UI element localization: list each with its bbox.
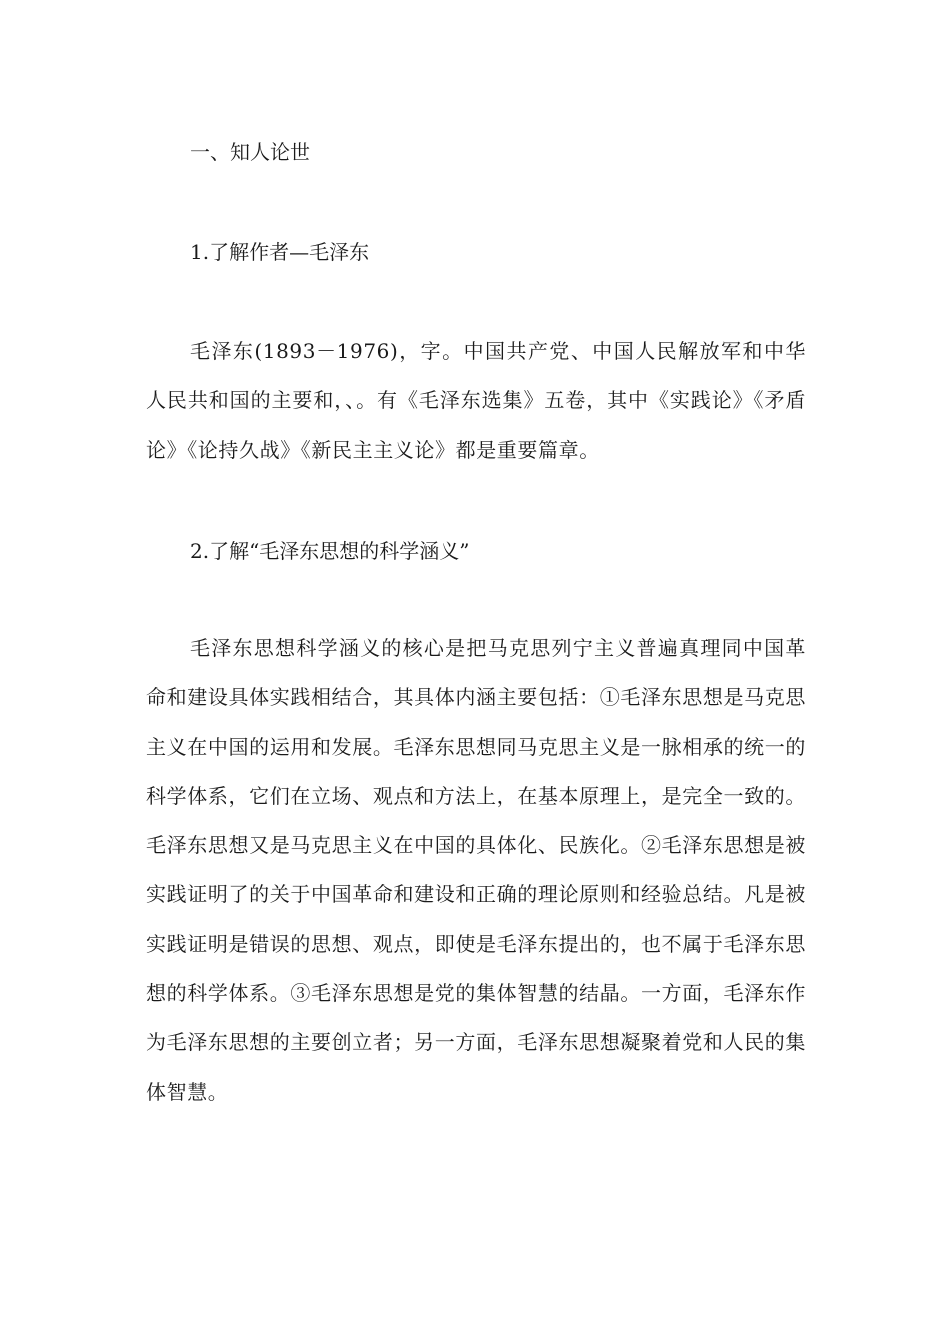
sub-heading-author: 1.了解作者—毛泽东 <box>190 240 370 264</box>
paragraph-author-bio: 毛泽东(1893－1976)，字。中国共产党、中国人民解放军和中华人民共和国的主要和，、。有《毛泽东选集》五卷，其中《实践论》《矛盾论》《论持久战》《新民主主义论》都是重要篇章。 <box>146 339 806 462</box>
paragraph-meaning: 毛泽东思想科学涵义的核心是把马克思列宁主义普遍真理同中国革命和建设具体实践相结合，其具体内涵主要包括：①毛泽东思想是马克思主义在中国的运用和发展。毛泽东思想同马克思主义是一脉相承的统一的科学体系，它们在立场、观点和方法上，在基本原理上，是完全一致的。毛泽东思想又是马克思主义在中国的具体化、民族化。②毛泽东思想是被实践证明了的关于中国革命和建设和正确的理论原则和经验总结。凡是被实践证明是错误的思想、观点，即使是毛泽东提出的，也不属于毛泽东思想的科学体系。③毛泽东思想是党的集体智慧的结晶。一方面，毛泽东作为毛泽东思想的主要创立者；另一方面，毛泽东思想凝聚着党和人民的集体智慧。 <box>146 636 806 1104</box>
section-heading: 一、知人论世 <box>190 140 310 164</box>
sub-heading-meaning: 2.了解“毛泽东思想的科学涵义” <box>190 539 470 563</box>
